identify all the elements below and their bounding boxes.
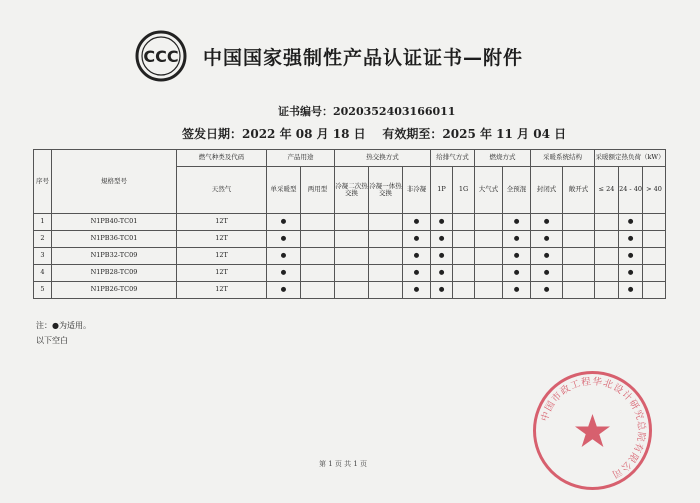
applicability-note: 注：●为适用。 <box>36 321 91 330</box>
cell-dot: ● <box>503 282 531 299</box>
cell-dot: ● <box>431 214 453 231</box>
cell-dot: ● <box>503 231 531 248</box>
header-gas: 燃气种类及代码 <box>177 150 267 167</box>
cell-dot: ● <box>531 265 563 282</box>
cell-dot: ● <box>267 231 301 248</box>
header-system: 采暖系统结构 <box>531 150 595 167</box>
header-flue: 给排气方式 <box>431 150 475 167</box>
row-gas-code: 12T <box>177 248 267 265</box>
cell-dot: ● <box>503 214 531 231</box>
header-system-closed: 封闭式 <box>531 167 563 214</box>
row-gas-code: 12T <box>177 231 267 248</box>
row-seq: 3 <box>34 248 52 265</box>
seal-text: 中国市政工程华北设计研究总院有限公司 <box>539 376 647 481</box>
cell-dot: ● <box>403 214 431 231</box>
row-model: N1PB26-TC09 <box>52 282 177 299</box>
header-hx-secondary: 冷凝二次热交换 <box>335 167 369 214</box>
cell-dot: ● <box>503 248 531 265</box>
cell-dot: ● <box>619 231 643 248</box>
cell-dot: ● <box>531 248 563 265</box>
row-model: N1PB40-TC01 <box>52 214 177 231</box>
cell-dot: ● <box>431 265 453 282</box>
header-system-open: 敞开式 <box>563 167 595 214</box>
row-gas-code: 12T <box>177 214 267 231</box>
cell-dot: ● <box>403 231 431 248</box>
row-gas-code: 12T <box>177 265 267 282</box>
cell-dot: ● <box>431 248 453 265</box>
header-load-high: > 40 <box>643 167 666 214</box>
valid-until-date: 有效期至：2025 年 11 月 04 日 <box>382 127 567 141</box>
header-burn: 燃烧方式 <box>475 150 531 167</box>
table-row <box>34 248 666 265</box>
table-row <box>34 265 666 282</box>
ccc-logo-icon <box>135 30 187 82</box>
cell-dot: ● <box>403 248 431 265</box>
table-row <box>34 214 666 231</box>
cell-dot: ● <box>619 248 643 265</box>
header-use-dual: 两用型 <box>301 167 335 214</box>
header-heat-exchange: 热交换方式 <box>335 150 431 167</box>
header-load: 采暖额定热负荷（kW） <box>595 150 666 167</box>
date-line <box>182 125 566 142</box>
header-load-low: ≤ 24 <box>595 167 619 214</box>
row-seq: 4 <box>34 265 52 282</box>
header-hx-noncondensing: 非冷凝 <box>403 167 431 214</box>
header-gas-natural: 天然气 <box>177 167 267 214</box>
page-number: 第 1 页 共 1 页 <box>319 460 368 468</box>
cell-dot: ● <box>267 265 301 282</box>
header-flue-1g: 1G <box>453 167 475 214</box>
row-seq: 5 <box>34 282 52 299</box>
header-load-mid: 24 - 40 <box>619 167 643 214</box>
table-row <box>34 231 666 248</box>
cell-dot: ● <box>403 265 431 282</box>
header-seq: 序号 <box>34 150 52 214</box>
cell-dot: ● <box>403 282 431 299</box>
issue-date: 签发日期：2022 年 08 月 18 日 <box>182 127 366 141</box>
header-use: 产品用途 <box>267 150 335 167</box>
cell-dot: ● <box>531 231 563 248</box>
seal-star <box>575 414 610 447</box>
row-seq: 2 <box>34 231 52 248</box>
table-row <box>34 282 666 299</box>
cell-dot: ● <box>531 214 563 231</box>
cell-dot: ● <box>619 265 643 282</box>
header-burn-atmospheric: 大气式 <box>475 167 503 214</box>
row-model: N1PB28-TC09 <box>52 265 177 282</box>
cell-dot: ● <box>531 282 563 299</box>
header-model: 規格型号 <box>52 150 177 214</box>
blank-below-note: 以下空白 <box>36 336 68 345</box>
document-title: 中国国家强制性产品认证证书—附件 <box>203 47 524 69</box>
header-hx-integrated: 冷凝一体热交换 <box>369 167 403 214</box>
official-seal-icon <box>530 368 655 493</box>
cell-dot: ● <box>267 282 301 299</box>
header-use-heating: 单采暖型 <box>267 167 301 214</box>
cell-dot: ● <box>267 248 301 265</box>
cell-dot: ● <box>619 282 643 299</box>
cell-dot: ● <box>431 231 453 248</box>
cell-dot: ● <box>431 282 453 299</box>
cell-dot: ● <box>503 265 531 282</box>
product-table <box>33 149 666 299</box>
row-model: N1PB32-TC09 <box>52 248 177 265</box>
cell-dot: ● <box>619 214 643 231</box>
ccc-logo-text: CCC <box>143 47 179 66</box>
header-flue-1p: 1P <box>431 167 453 214</box>
certificate-number: 证书编号：2020352403166011 <box>278 105 456 118</box>
row-model: N1PB36-TC01 <box>52 231 177 248</box>
row-gas-code: 12T <box>177 282 267 299</box>
cell-dot: ● <box>267 214 301 231</box>
row-seq: 1 <box>34 214 52 231</box>
header-burn-premix: 全预混 <box>503 167 531 214</box>
